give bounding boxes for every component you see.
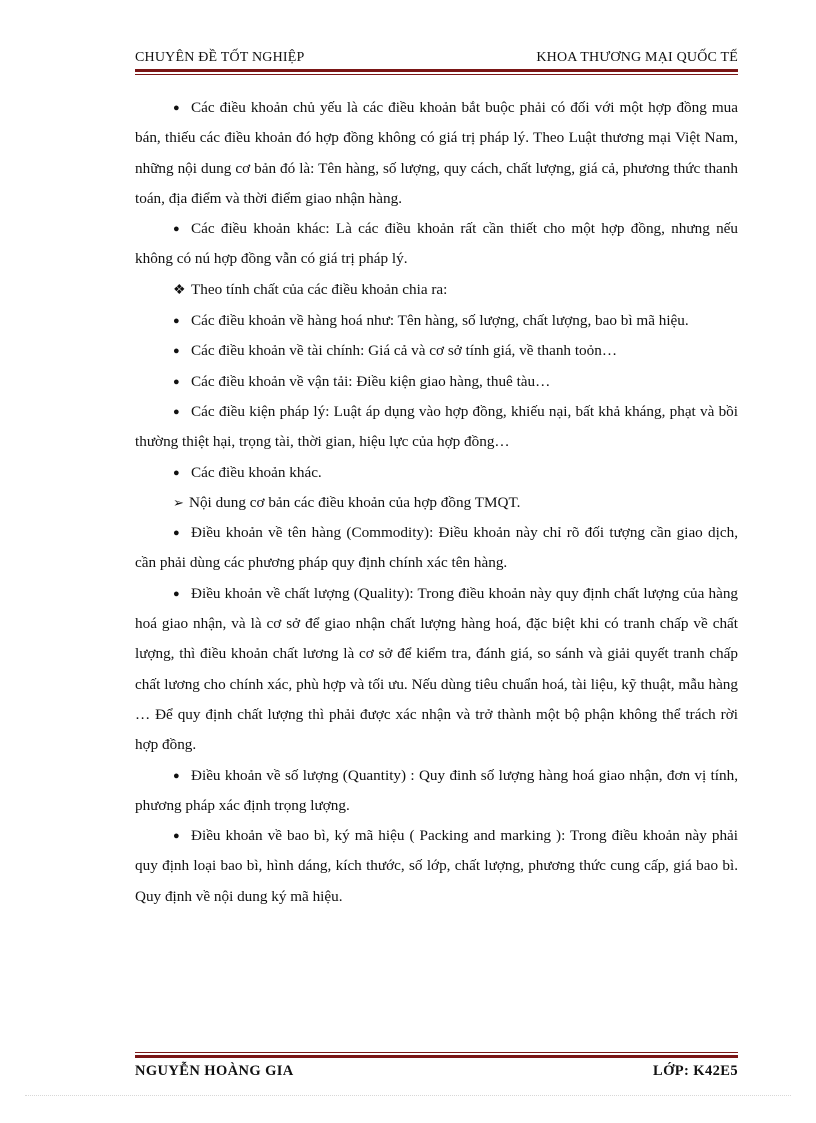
bullet-marker: ● [173, 315, 180, 328]
footer-class: LỚP: K42E5 [653, 1063, 738, 1079]
paragraph-text: Điều khoản về chất lượng (Quality): Trong điều khoản này quy định chất lượng của hàng hoá giao nhận, và là cơ sở để giao nhận chất lượng hàng hoá, đặc biệt khi có tranh chấp về chất lượng, thì điều khoản chất lương là cơ sở để kiểm tra, đánh giá, so sánh và giải quyết tranh chấp chất lương cho chính xác, phù hợp và tối ưu. Nếu dùng tiêu chuẩn hoá, tài liệu, kỹ thuật, mẫu hàng … Để quy định chất lượng thì phải được xác nhận và trở thành một bộ phận không thể trách rời hợp đồng. [135, 584, 738, 754]
paragraph-text: Nội dung cơ bản các điều khoản của hợp đồng TMQT. [189, 493, 521, 511]
paragraph [135, 275, 738, 306]
arrow-bullet-marker: ➢ [173, 494, 184, 510]
bullet-marker: ● [173, 223, 180, 236]
header-right-title: KHOA THƯƠNG MẠI QUỐC TẾ [536, 50, 738, 65]
header-rule-thin [135, 74, 738, 75]
header-rule-thick [135, 69, 738, 72]
footer-author: NGUYỄN HOÀNG GIA [135, 1063, 294, 1079]
bullet-marker: ● [173, 405, 180, 418]
page-bottom-edge [25, 1095, 791, 1096]
paragraph [135, 579, 738, 761]
page-header [135, 50, 738, 68]
bullet-marker: ● [173, 769, 180, 782]
paragraph [135, 93, 738, 214]
bullet-marker: ● [173, 466, 180, 479]
bullet-marker: ● [173, 830, 180, 843]
body-text [135, 93, 738, 912]
footer-rule-thin [135, 1052, 738, 1053]
footer-rule-thick [135, 1055, 738, 1058]
paragraph-text: Điều khoản về bao bì, ký mã hiệu ( Packing and marking ): Trong điều khoản này phải quy định loại bao bì, hình dáng, kích thước, số lớp, chất lượng, phương thức cung cấp, giá bao bì. Quy định về nội dung ký mã hiệu. [135, 827, 738, 905]
paragraph-text: Các điều kiện pháp lý: Luật áp dụng vào hợp đồng, khiếu nại, bất khả kháng, phạt và bồi thường thiệt hại, trọng tài, thời gian, hiệu lực của hợp đồng… [135, 402, 738, 451]
bullet-marker: ● [173, 587, 180, 600]
paragraph-text: Điều khoản về số lượng (Quantity) : Quy đinh số lượng hàng hoá giao nhận, đơn vị tính, phương pháp xác định trọng lượng. [135, 766, 738, 814]
paragraph [135, 821, 738, 912]
paragraph-text: Các điều khoản khác. [191, 463, 322, 481]
diamond-bullet-marker: ❖ [173, 282, 186, 298]
paragraph-text: Các điều khoản về tài chính: Giá cả và cơ sở tính giá, về thanh toỏn… [191, 342, 618, 360]
paragraph [135, 488, 738, 518]
paragraph [135, 518, 738, 579]
header-left-title: CHUYÊN ĐỀ TỐT NGHIỆP [135, 50, 305, 65]
bullet-marker: ● [173, 527, 180, 540]
bullet-marker: ● [173, 375, 180, 388]
paragraph [135, 214, 738, 275]
page-footer [135, 1063, 738, 1083]
paragraph-text: Các điều khoản về vận tải: Điều kiện giao hàng, thuê tàu… [191, 372, 551, 390]
paragraph [135, 367, 738, 397]
paragraph [135, 306, 738, 336]
paragraph [135, 336, 738, 366]
paragraph-text: Theo tính chất của các điều khoản chia ra: [191, 280, 448, 298]
bullet-marker: ● [173, 102, 180, 114]
bullet-marker: ● [173, 345, 180, 358]
paragraph [135, 397, 738, 458]
paragraph-text: Các điều khoản về hàng hoá như: Tên hàng, số lượng, chất lượng, bao bì mã hiệu. [191, 312, 689, 330]
paragraph-text: Các điều khoản khác: Là các điều khoản rất cần thiết cho một hợp đồng, nhưng nếu không có nú hợp đồng vẫn có giá trị pháp lý. [135, 220, 738, 268]
paragraph-text: Điều khoản về tên hàng (Commodity): Điều khoản này chỉ rõ đối tượng cần giao dịch, cần phải dùng các phương pháp quy định chính xác tên hàng. [135, 524, 738, 572]
paragraph [135, 761, 738, 822]
paragraph [135, 458, 738, 488]
paragraph-text: Các điều khoản chủ yếu là các điều khoản bắt buộc phải có đối với một hợp đồng mua bán, thiếu các điều khoản đó hợp đồng không có giá trị pháp lý. Theo Luật thương mại Việt Nam, những nội dung cơ bản đó là: Tên hàng, số lượng, quy cách, chất lượng, giá cả, phương thức thanh toán, địa điểm và thời điểm giao nhận hàng. [135, 99, 738, 207]
